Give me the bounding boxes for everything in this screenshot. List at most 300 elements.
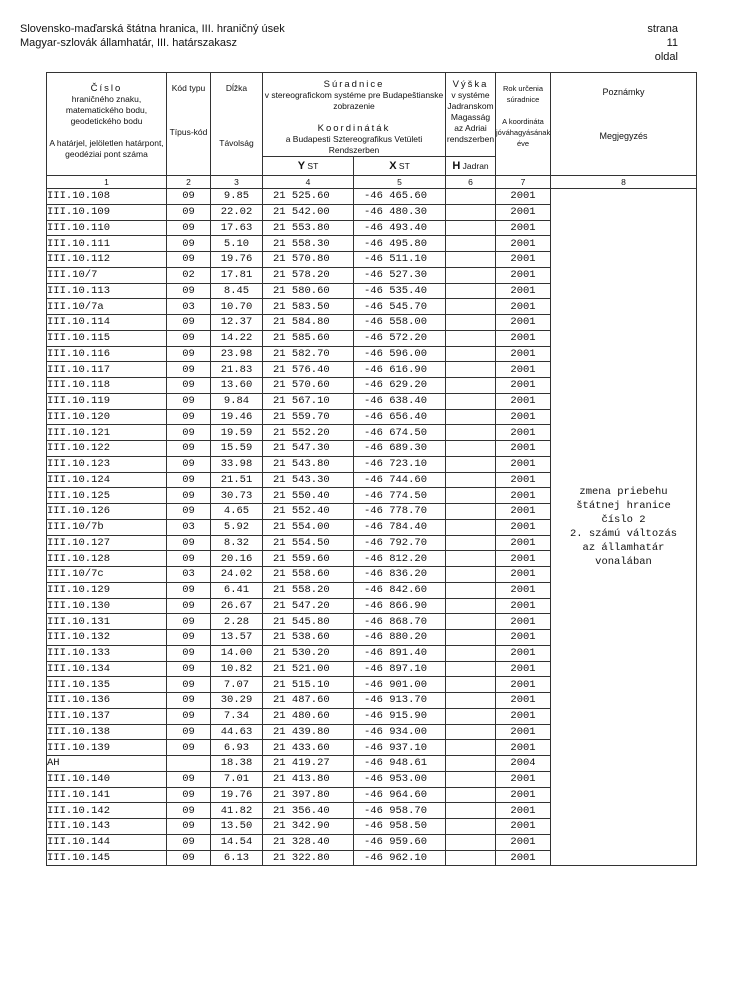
y-coordinate-cell: 21 559.70 [263,409,354,425]
year-cell: 2001 [496,598,551,614]
type-code-cell: 09 [167,771,211,787]
type-code-cell: 09 [167,740,211,756]
x-coordinate-cell: -46 495.80 [354,236,446,252]
point-number-cell: III.10/7b [47,519,167,535]
y-coordinate-cell: 21 552.40 [263,504,354,520]
table-body [47,189,697,866]
point-number-cell: III.10.131 [47,614,167,630]
y-coordinate-cell: 21 553.80 [263,220,354,236]
length-cell: 13.57 [211,630,263,646]
point-number-cell: III.10.124 [47,472,167,488]
height-cell [446,661,496,677]
column-number: 8 [551,176,697,189]
y-coordinate-cell: 21 547.20 [263,598,354,614]
point-number-cell: III.10.144 [47,834,167,850]
point-number-cell: III.10.134 [47,661,167,677]
type-code-cell: 09 [167,614,211,630]
length-cell: 15.59 [211,441,263,457]
y-coordinate-cell: 21 538.60 [263,630,354,646]
page-label-hu: oldal [654,51,678,63]
height-cell [446,441,496,457]
type-code-cell: 09 [167,693,211,709]
x-coordinate-cell: -46 915.90 [354,708,446,724]
length-cell: 4.65 [211,504,263,520]
length-cell: 21.83 [211,362,263,378]
x-coordinate-cell: -46 572.20 [354,330,446,346]
col3-sk-text: Dĺžka [225,83,248,93]
point-number-cell: III.10.133 [47,645,167,661]
length-cell: 2.28 [211,614,263,630]
y-coordinate-cell: 21 567.10 [263,393,354,409]
height-cell [446,834,496,850]
type-code-cell: 09 [167,724,211,740]
type-code-cell: 09 [167,504,211,520]
height-cell [446,708,496,724]
column-number-row [47,176,697,189]
point-number-cell: III.10.113 [47,283,167,299]
length-cell: 19.76 [211,787,263,803]
year-cell: 2001 [496,535,551,551]
type-code-cell: 09 [167,598,211,614]
column-header-length [211,73,263,176]
year-cell: 2001 [496,346,551,362]
year-cell: 2001 [496,378,551,394]
height-cell [446,756,496,772]
x-coordinate-cell: -46 674.50 [354,425,446,441]
point-number-cell: III.10.109 [47,204,167,220]
note-line: štátnej hranice [576,500,671,513]
note-line: číslo 2 [601,514,646,527]
height-cell [446,535,496,551]
type-code-cell: 09 [167,362,211,378]
type-code-cell: 03 [167,567,211,583]
type-code-cell: 09 [167,236,211,252]
column-number: 5 [354,176,446,189]
length-cell: 13.50 [211,819,263,835]
year-cell: 2001 [496,850,551,866]
col6-sk-text: v systéme Jadranskom [447,90,494,111]
point-number-cell: III.10.114 [47,315,167,331]
length-cell: 9.84 [211,393,263,409]
x-coordinate-cell: -46 558.00 [354,315,446,331]
point-number-cell: III.10.118 [47,378,167,394]
y-coordinate-cell: 21 570.80 [263,252,354,268]
year-cell: 2001 [496,236,551,252]
height-cell [446,630,496,646]
year-cell: 2001 [496,204,551,220]
point-number-cell: III.10.111 [47,236,167,252]
year-cell: 2001 [496,330,551,346]
type-code-cell: 09 [167,488,211,504]
x-coordinate-cell: -46 866.90 [354,598,446,614]
length-cell: 19.76 [211,252,263,268]
x-coordinate-cell: -46 778.70 [354,504,446,520]
x-coordinate-cell: -46 948.61 [354,756,446,772]
x-coordinate-cell: -46 545.70 [354,299,446,315]
x-coordinate-cell: -46 465.60 [354,189,446,205]
table-row [47,189,697,205]
note-line: vonalában [595,556,652,569]
y-coordinate-cell: 21 552.20 [263,425,354,441]
type-code-cell: 09 [167,630,211,646]
subheader-x-st: X ST [354,157,446,176]
y-coordinate-cell: 21 542.00 [263,204,354,220]
note-line: 2. számú változás [569,528,678,541]
point-number-cell: III.10.117 [47,362,167,378]
year-cell: 2001 [496,614,551,630]
type-code-cell: 09 [167,378,211,394]
length-cell: 6.13 [211,850,263,866]
year-cell: 2001 [496,267,551,283]
x-coordinate-cell: -46 958.70 [354,803,446,819]
height-cell [446,315,496,331]
type-code-cell: 09 [167,283,211,299]
point-number-cell: III.10.125 [47,488,167,504]
y-coordinate-cell: 21 547.30 [263,441,354,457]
type-code-cell: 09 [167,330,211,346]
point-number-cell: III.10.112 [47,252,167,268]
point-number-cell: III.10.121 [47,425,167,441]
x-coordinate-cell: -46 638.40 [354,393,446,409]
length-cell: 5.92 [211,519,263,535]
y-coordinate-cell: 21 397.80 [263,787,354,803]
type-code-cell: 09 [167,551,211,567]
type-code-cell: 09 [167,252,211,268]
column-header-type-code [167,73,211,176]
point-number-cell: III.10.129 [47,582,167,598]
year-cell: 2001 [496,252,551,268]
point-number-cell: III.10.127 [47,535,167,551]
y-coordinate-cell: 21 554.50 [263,535,354,551]
type-code-cell: 09 [167,661,211,677]
col4-hu-text: a Budapesti Sztereografikus Vetületi Rendszerben [285,134,423,155]
point-number-cell: III.10.145 [47,850,167,866]
col7-hu-text: A koordináta jóváhagyásának éve [496,117,551,148]
type-code-cell: 09 [167,189,211,205]
height-cell [446,283,496,299]
point-number-cell: III.10.119 [47,393,167,409]
boundary-points-table [46,72,697,866]
point-number-cell: III.10.116 [47,346,167,362]
length-cell: 8.45 [211,283,263,299]
x-coordinate-cell: -46 629.20 [354,378,446,394]
height-cell [446,598,496,614]
height-cell [446,456,496,472]
x-coordinate-cell: -46 511.10 [354,252,446,268]
point-number-cell: III.10/7 [47,267,167,283]
header-title-sk: Slovensko-maďarská štátna hranica, III. hraničný úsek [20,23,285,35]
year-cell: 2001 [496,630,551,646]
y-coordinate-cell: 21 543.30 [263,472,354,488]
height-cell [446,409,496,425]
column-header-coordinates [263,73,446,157]
x-coordinate-cell: -46 596.00 [354,346,446,362]
col6-sk-title: Výška [452,79,489,90]
y-coordinate-cell: 21 515.10 [263,677,354,693]
height-cell [446,551,496,567]
y-coordinate-cell: 21 530.20 [263,645,354,661]
height-cell [446,771,496,787]
year-cell: 2001 [496,362,551,378]
year-cell: 2001 [496,693,551,709]
x-coordinate-cell: -46 723.10 [354,456,446,472]
column-number: 1 [47,176,167,189]
height-cell [446,362,496,378]
x-coordinate-cell: -46 792.70 [354,535,446,551]
year-cell: 2001 [496,834,551,850]
header-title-hu: Magyar-szlovák államhatár, III. határszakasz [20,37,238,49]
x-coordinate-cell: -46 937.10 [354,740,446,756]
length-cell: 17.81 [211,267,263,283]
type-code-cell: 09 [167,346,211,362]
type-code-cell: 09 [167,708,211,724]
point-number-cell: III.10/7c [47,567,167,583]
x-coordinate-cell: -46 689.30 [354,441,446,457]
y-coordinate-cell: 21 558.20 [263,582,354,598]
document-header-left [20,22,285,50]
height-cell [446,330,496,346]
subheader-y-st: Y ST [263,157,354,176]
column-number: 2 [167,176,211,189]
y-coordinate-cell: 21 584.80 [263,315,354,331]
type-code-cell: 09 [167,425,211,441]
y-coordinate-cell: 21 328.40 [263,834,354,850]
length-cell: 7.34 [211,708,263,724]
subheader-h-jadran: H Jadran [446,157,496,176]
length-cell: 14.54 [211,834,263,850]
type-code-cell: 09 [167,582,211,598]
length-cell: 30.29 [211,693,263,709]
y-coordinate-cell: 21 554.00 [263,519,354,535]
year-cell: 2001 [496,677,551,693]
type-code-cell: 03 [167,519,211,535]
height-cell [446,204,496,220]
y-coordinate-cell: 21 521.00 [263,661,354,677]
table-header [47,73,697,189]
x-coordinate-cell: -46 527.30 [354,267,446,283]
length-cell: 7.07 [211,677,263,693]
point-number-cell: III.10.143 [47,819,167,835]
column-header-point-number [47,73,167,176]
year-cell: 2001 [496,771,551,787]
type-code-cell [167,756,211,772]
length-cell: 12.37 [211,315,263,331]
x-coordinate-cell: -46 953.00 [354,771,446,787]
year-cell: 2001 [496,472,551,488]
note-line: zmena priebehu [579,486,668,499]
year-cell: 2001 [496,724,551,740]
height-cell [446,236,496,252]
point-number-cell: III.10.132 [47,630,167,646]
x-coordinate-cell: -46 480.30 [354,204,446,220]
y-coordinate-cell: 21 576.40 [263,362,354,378]
point-number-cell: III.10.142 [47,803,167,819]
point-number-cell: AH [47,756,167,772]
height-cell [446,189,496,205]
height-cell [446,567,496,583]
year-cell: 2001 [496,645,551,661]
y-coordinate-cell: 21 558.30 [263,236,354,252]
x-coordinate-cell: -46 891.40 [354,645,446,661]
type-code-cell: 09 [167,803,211,819]
length-cell: 26.67 [211,598,263,614]
year-cell: 2001 [496,787,551,803]
y-coordinate-cell: 21 580.60 [263,283,354,299]
column-header-notes [551,73,697,176]
year-cell: 2001 [496,315,551,331]
height-cell [446,425,496,441]
column-number: 6 [446,176,496,189]
point-number-cell: III.10.141 [47,787,167,803]
x-coordinate-cell: -46 880.20 [354,630,446,646]
page-number: 11 [666,37,678,49]
length-cell: 22.02 [211,204,263,220]
height-cell [446,393,496,409]
x-coordinate-cell: -46 842.60 [354,582,446,598]
type-code-cell: 02 [167,267,211,283]
y-coordinate-cell: 21 413.80 [263,771,354,787]
type-code-cell: 09 [167,204,211,220]
length-cell: 18.38 [211,756,263,772]
height-cell [446,299,496,315]
x-coordinate-cell: -46 656.40 [354,409,446,425]
type-code-cell: 09 [167,472,211,488]
column-number: 4 [263,176,354,189]
height-cell [446,582,496,598]
length-cell: 8.32 [211,535,263,551]
y-coordinate-cell: 21 433.60 [263,740,354,756]
length-cell: 14.00 [211,645,263,661]
y-coordinate-cell: 21 582.70 [263,346,354,362]
type-code-cell: 09 [167,645,211,661]
point-number-cell: III.10.110 [47,220,167,236]
year-cell: 2001 [496,819,551,835]
year-cell: 2001 [496,661,551,677]
point-number-cell: III.10/7a [47,299,167,315]
type-code-cell: 03 [167,299,211,315]
column-number: 3 [211,176,263,189]
type-code-cell: 09 [167,441,211,457]
x-coordinate-cell: -46 493.40 [354,220,446,236]
height-cell [446,472,496,488]
height-cell [446,693,496,709]
year-cell: 2001 [496,567,551,583]
col2-hu-text: Típus-kód [169,127,208,137]
col8-hu-text: Megjegyzés [599,131,648,141]
length-cell: 7.01 [211,771,263,787]
y-coordinate-cell: 21 578.20 [263,267,354,283]
x-coordinate-cell: -46 836.20 [354,567,446,583]
y-coordinate-cell: 21 583.50 [263,299,354,315]
y-coordinate-cell: 21 543.80 [263,456,354,472]
point-number-cell: III.10.126 [47,504,167,520]
y-coordinate-cell: 21 439.80 [263,724,354,740]
year-cell: 2001 [496,220,551,236]
x-coordinate-cell: -46 897.10 [354,661,446,677]
col4-sk-title: Súradnice [323,79,385,90]
length-cell: 33.98 [211,456,263,472]
year-cell: 2001 [496,425,551,441]
x-coordinate-cell: -46 958.50 [354,819,446,835]
x-coordinate-cell: -46 913.70 [354,693,446,709]
year-cell: 2001 [496,456,551,472]
y-coordinate-cell: 21 585.60 [263,330,354,346]
x-coordinate-cell: -46 774.50 [354,488,446,504]
year-cell: 2001 [496,551,551,567]
type-code-cell: 09 [167,834,211,850]
height-cell [446,819,496,835]
type-code-cell: 09 [167,220,211,236]
height-cell [446,850,496,866]
length-cell: 5.10 [211,236,263,252]
point-number-cell: III.10.136 [47,693,167,709]
y-coordinate-cell: 21 545.80 [263,614,354,630]
y-coordinate-cell: 21 570.60 [263,378,354,394]
year-cell: 2001 [496,393,551,409]
type-code-cell: 09 [167,409,211,425]
length-cell: 13.60 [211,378,263,394]
height-cell [446,504,496,520]
year-cell: 2004 [496,756,551,772]
length-cell: 21.51 [211,472,263,488]
page-indicator [647,22,678,64]
point-number-cell: III.10.123 [47,456,167,472]
x-coordinate-cell: -46 812.20 [354,551,446,567]
year-cell: 2001 [496,519,551,535]
length-cell: 23.98 [211,346,263,362]
type-code-cell: 09 [167,819,211,835]
col8-sk-text: Poznámky [602,87,645,97]
y-coordinate-cell: 21 525.60 [263,189,354,205]
col3-hu-text: Távolság [219,138,254,148]
y-coordinate-cell: 21 356.40 [263,803,354,819]
column-number: 7 [496,176,551,189]
type-code-cell: 09 [167,393,211,409]
year-cell: 2001 [496,283,551,299]
point-number-cell: III.10.137 [47,708,167,724]
y-coordinate-cell: 21 550.40 [263,488,354,504]
type-code-cell: 09 [167,677,211,693]
point-number-cell: III.10.135 [47,677,167,693]
col1-hu-text: A határjel, jelöletlen határpont, geodéziai pont száma [49,138,164,159]
year-cell: 2001 [496,441,551,457]
height-cell [446,677,496,693]
length-cell: 44.63 [211,724,263,740]
length-cell: 41.82 [211,803,263,819]
year-cell: 2001 [496,582,551,598]
column-header-year [496,73,551,176]
y-coordinate-cell: 21 480.60 [263,708,354,724]
x-coordinate-cell: -46 901.00 [354,677,446,693]
y-coordinate-cell: 21 487.60 [263,693,354,709]
y-coordinate-cell: 21 559.60 [263,551,354,567]
col7-sk-text: Rok určenia súradnice [502,84,544,104]
x-coordinate-cell: -46 744.60 [354,472,446,488]
length-cell: 30.73 [211,488,263,504]
year-cell: 2001 [496,740,551,756]
height-cell [446,378,496,394]
length-cell: 19.59 [211,425,263,441]
height-cell [446,614,496,630]
notes-cell [551,189,697,866]
point-number-cell: III.10.122 [47,441,167,457]
year-cell: 2001 [496,189,551,205]
length-cell: 20.16 [211,551,263,567]
length-cell: 17.63 [211,220,263,236]
point-number-cell: III.10.108 [47,189,167,205]
point-number-cell: III.10.139 [47,740,167,756]
y-coordinate-cell: 21 419.27 [263,756,354,772]
